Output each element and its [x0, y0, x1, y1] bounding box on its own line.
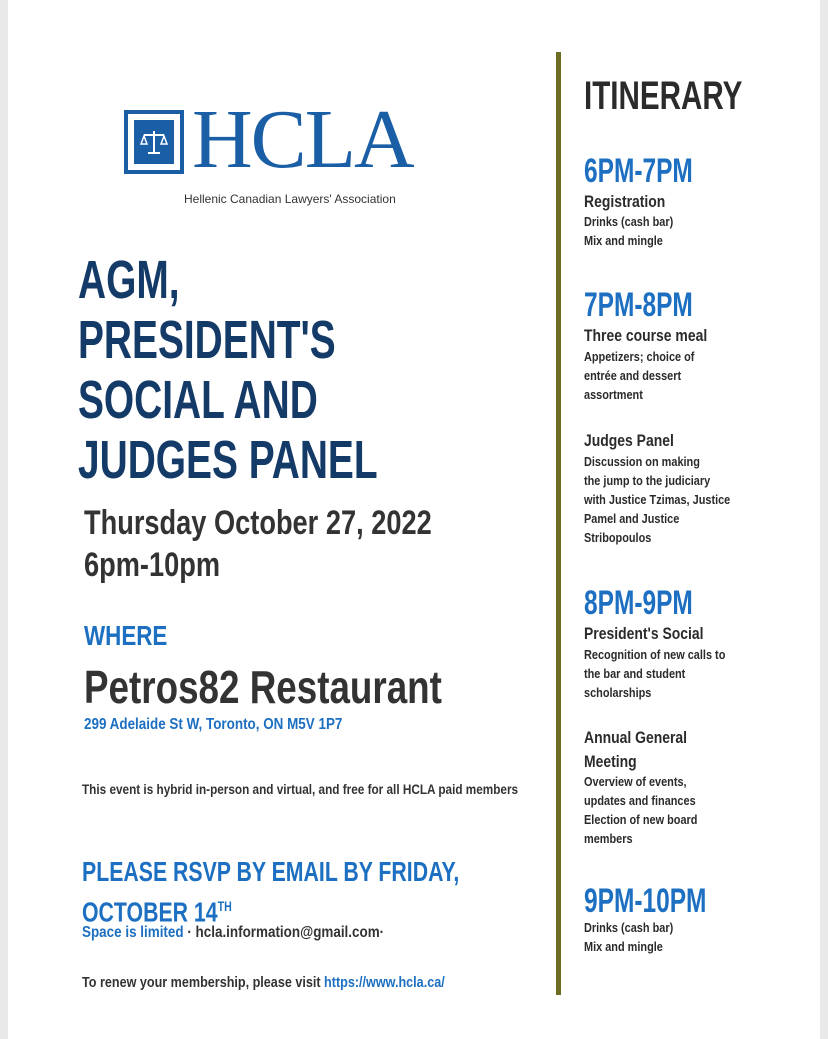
slot-time: 7PM-8PM: [584, 286, 693, 324]
event-desc: Discussion on making the jump to the judiciary with Justice Tzimas, Justice Pamel and Justice Stribopoulos: [584, 454, 731, 545]
event-desc: Drinks (cash bar) Mix and mingle: [584, 920, 674, 954]
event-time: 6pm-10pm: [84, 546, 221, 584]
logo-wordmark: HCLA: [192, 93, 413, 186]
slot-time: 8PM-9PM: [584, 584, 693, 622]
rsvp-line2: OCTOBER 14TH: [82, 896, 232, 928]
slot-time: 9PM-10PM: [584, 882, 707, 920]
logo-emblem: [124, 110, 184, 174]
event-desc: Appetizers; choice of entrée and dessert assortment: [584, 349, 695, 402]
event-desc: Overview of events, updates and finances Election of new board members: [584, 774, 698, 846]
space-limited: Space is limited: [82, 924, 184, 941]
event-title: President's Social: [584, 624, 704, 643]
event-title: Annual General Meeting: [584, 728, 688, 771]
slot-time: 6PM-7PM: [584, 152, 693, 190]
event-headline: [78, 250, 378, 490]
logo-subtitle: Hellenic Canadian Lawyers' Association: [184, 192, 396, 206]
scales-of-justice-icon: [134, 120, 174, 164]
itinerary-title: ITINERARY: [584, 74, 743, 118]
renew-link[interactable]: https://www.hcla.ca/: [324, 974, 445, 991]
event-desc: Drinks (cash bar) Mix and mingle: [584, 214, 674, 248]
headline-line: JUDGES PANEL: [78, 430, 378, 490]
flyer-page: [8, 0, 820, 1039]
event-title: Registration: [584, 192, 666, 211]
rsvp-line1: PLEASE RSVP BY EMAIL BY FRIDAY,: [82, 856, 460, 887]
event-date: Thursday October 27, 2022: [84, 504, 432, 542]
headline-line: PRESIDENT'S: [78, 310, 336, 370]
venue-name: Petros82 Restaurant: [84, 661, 442, 713]
venue-address: 299 Adelaide St W, Toronto, ON M5V 1P7: [84, 716, 343, 733]
rsvp-email[interactable]: hcla.information@gmail.com: [195, 924, 380, 941]
event-desc: Recognition of new calls to the bar and student scholarships: [584, 647, 726, 700]
event-datetime: [84, 502, 432, 586]
rsvp-heading: [82, 855, 459, 929]
renew-text: To renew your membership, please visit: [82, 974, 321, 991]
event-title: Three course meal: [584, 326, 708, 345]
renew-note: [82, 974, 445, 991]
column-divider: [556, 52, 561, 995]
headline-line: SOCIAL AND: [78, 370, 318, 430]
rsvp-contact: Space is limited · hcla.information@gmail.com·: [82, 924, 385, 941]
where-label: WHERE: [84, 620, 168, 651]
event-title: Judges Panel: [584, 431, 674, 450]
hybrid-note: This event is hybrid in-person and virtual, and free for all HCLA paid members: [82, 781, 519, 797]
headline-line: AGM,: [78, 250, 180, 310]
